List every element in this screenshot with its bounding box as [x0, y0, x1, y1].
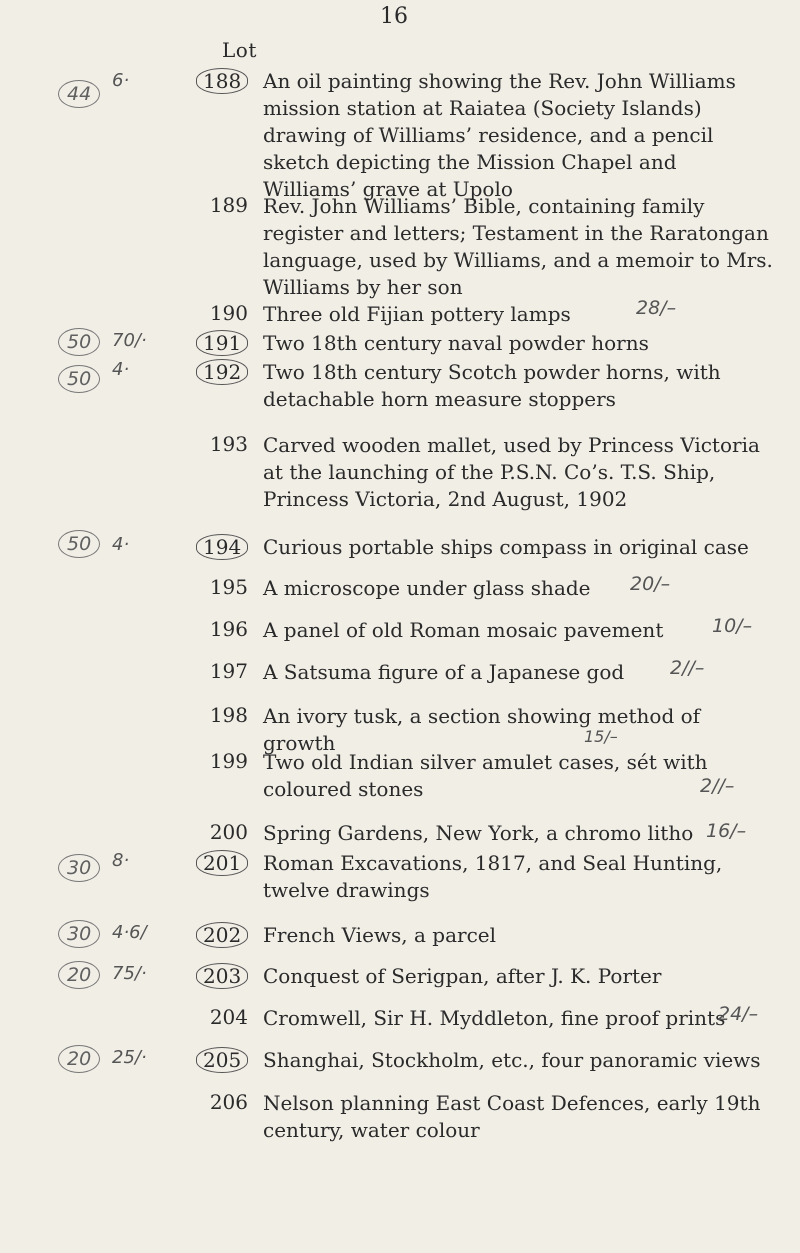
lot-number: 188 — [196, 68, 248, 94]
margin-price: 30 — [58, 920, 100, 948]
lot-196 — [0, 617, 800, 645]
lot-description: Cromwell, Sir H. Myddleton, fine proof prints — [263, 1006, 726, 1030]
lot-description: A panel of old Roman mosaic pavement — [263, 618, 664, 642]
lot-201 — [0, 850, 800, 906]
page-number: 16 — [380, 4, 408, 29]
lot-189 — [0, 193, 800, 299]
lot-description: Nelson planning East Coast Defences, early 19th century, water colour — [263, 1091, 761, 1142]
lot-number: 198 — [209, 703, 248, 727]
lot-number: 197 — [209, 659, 248, 683]
lot-description: Three old Fijian pottery lamps — [263, 302, 571, 326]
price-note: 20/– — [630, 573, 671, 595]
lot-description: Two 18th century naval powder horns — [263, 331, 649, 355]
price-prefix: 6· — [112, 70, 130, 91]
lot-190 — [0, 297, 800, 329]
lot-191 — [0, 330, 800, 358]
lot-number: 190 — [209, 301, 248, 325]
margin-price: 30 — [58, 854, 100, 882]
lot-description: A microscope under glass shade — [263, 576, 591, 600]
lot-193 — [0, 432, 800, 516]
lot-number: 201 — [196, 850, 248, 876]
lot-204 — [0, 1005, 800, 1033]
lot-description: Two 18th century Scotch powder horns, with detachable horn measure stoppers — [263, 360, 721, 411]
lot-number: 194 — [196, 534, 248, 560]
lot-description: Roman Excavations, 1817, and Seal Hunting, twelve drawings — [263, 851, 723, 902]
lot-number: 202 — [196, 922, 248, 948]
lot-description: Conquest of Serigpan, after J. K. Porter — [263, 964, 662, 988]
lot-description: Spring Gardens, New York, a chromo litho — [263, 821, 694, 845]
lot-203 — [0, 963, 800, 991]
price-note: 15/– — [584, 727, 618, 746]
lot-description: Shanghai, Stockholm, etc., four panoramic views — [263, 1048, 761, 1072]
lot-188 — [0, 68, 800, 201]
price-prefix: 4·6/ — [112, 922, 147, 943]
price-prefix: 8· — [112, 850, 130, 871]
price-prefix: 70/· — [112, 330, 147, 351]
lot-number: 203 — [196, 963, 248, 989]
price-note: 24/– — [718, 1003, 759, 1025]
margin-price: 20 — [58, 1045, 100, 1073]
lot-heading: Lot — [222, 38, 257, 62]
lot-description: Rev. John Williams’ Bible, containing family register and letters; Testament in the Raratongan language, used by Williams, and a memoir to Mrs. Williams by her son — [263, 194, 773, 299]
lot-number: 193 — [209, 432, 248, 456]
lot-number: 192 — [196, 359, 248, 385]
lot-205 — [0, 1047, 800, 1075]
lot-206 — [0, 1090, 800, 1146]
margin-price: 50 — [58, 530, 100, 558]
lot-202 — [0, 922, 800, 950]
lot-number: 200 — [209, 820, 248, 844]
lot-description: An oil painting showing the Rev. John Williams mission station at Raiatea (Society Islands) drawing of Williams’ residence, and a pencil sketch depicting the Mission Chapel and Williams’ grave at Upolo — [263, 69, 736, 201]
lot-description: French Views, a parcel — [263, 923, 497, 947]
margin-price: 50 — [58, 328, 100, 356]
lot-195 — [0, 575, 800, 603]
lot-description: An ivory tusk, a section showing method of growth — [263, 704, 701, 755]
price-note: 2//– — [670, 657, 705, 679]
lot-194 — [0, 534, 800, 562]
margin-price: 20 — [58, 961, 100, 989]
lot-197 — [0, 659, 800, 687]
price-prefix: 4· — [112, 359, 130, 380]
price-note: 10/– — [712, 615, 753, 637]
price-note: 16/– — [706, 820, 747, 842]
lot-number: 191 — [196, 330, 248, 356]
price-prefix: 25/· — [112, 1047, 147, 1068]
lot-number: 189 — [209, 193, 248, 217]
lot-192 — [0, 359, 800, 415]
lot-description: Curious portable ships compass in original case — [263, 535, 749, 559]
margin-price: 50 — [58, 365, 100, 393]
price-note: 28/– — [636, 297, 677, 319]
lot-200 — [0, 820, 800, 848]
margin-price: 44 — [58, 80, 100, 108]
lot-description: Carved wooden mallet, used by Princess Victoria at the launching of the P.S.N. Co’s. T.S. Ship, Princess Victoria, 2nd August, 1902 — [263, 433, 760, 511]
lot-number: 199 — [209, 749, 248, 773]
lot-number: 196 — [209, 617, 248, 641]
price-note: 2//– — [700, 775, 735, 797]
lot-description: Two old Indian silver amulet cases, sét with coloured stones — [263, 750, 708, 801]
lot-number: 205 — [196, 1047, 248, 1073]
lot-number: 195 — [209, 575, 248, 599]
lot-description: A Satsuma figure of a Japanese god — [263, 660, 625, 684]
lot-number: 204 — [209, 1005, 248, 1029]
lot-199 — [0, 749, 800, 805]
lot-number: 206 — [209, 1090, 248, 1114]
price-prefix: 4· — [112, 534, 130, 555]
price-prefix: 75/· — [112, 963, 147, 984]
lot-198 — [0, 703, 800, 755]
